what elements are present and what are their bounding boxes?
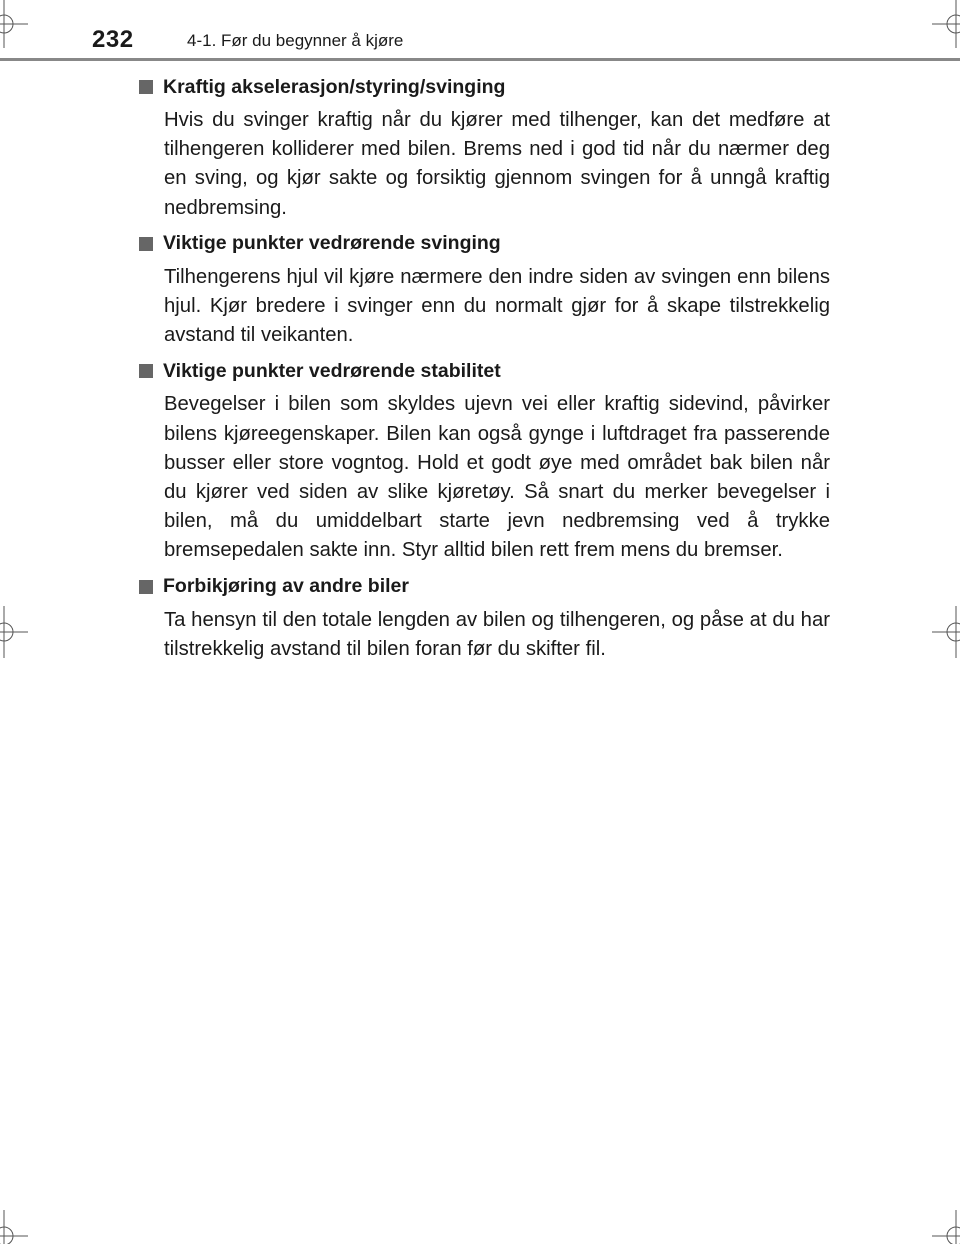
section-forbikjoring xyxy=(138,572,830,664)
square-bullet-icon xyxy=(139,237,153,251)
square-bullet-icon xyxy=(139,580,153,594)
section-body: Ta hensyn til den totale lengden av bilen og tilhengeren, og påse at du har tilstrekkelig avstand til bilen foran før du skifter fil. xyxy=(164,608,830,660)
section-svinging xyxy=(138,229,830,351)
section-heading xyxy=(138,229,830,259)
section-heading-text: Kraftig akselerasjon/styring/svinging xyxy=(163,75,506,98)
section-heading-text: Forbikjøring av andre biler xyxy=(163,575,409,598)
section-heading-text: Viktige punkter vedrørende stabilitet xyxy=(163,359,501,382)
page-header xyxy=(0,0,960,64)
section-kraftig-akselerasjon xyxy=(138,72,830,223)
crop-mark-bottom-left xyxy=(0,1210,28,1244)
section-body: Hvis du svinger kraftig når du kjører med tilhenger, kan det medføre at tilhengeren kolliderer med bilen. Brems ned i god tid når du nærmer deg en sving, og kjør sakte og forsiktig gjennom svingen for å unngå kraftig nedbremsing. xyxy=(164,109,830,219)
header-divider xyxy=(0,58,960,61)
section-body: Tilhengerens hjul vil kjøre nærmere den indre siden av svingen enn bilens hjul. Kjør bredere i svinger enn du normalt gjør for å skape tilstrekkelig avstand til veikanten. xyxy=(164,265,830,347)
section-body: Bevegelser i bilen som skyldes ujevn vei eller kraftig sidevind, påvirker bilens kjøreegenskaper. Bilen kan også gynge i luftdraget fra passerende busser eller store vogntog. Hold et godt øye med området bak bilen når du kjører ved siden av slike kjøretøy. Så snart du merker bevegelser i bilen, må du umiddelbart starte jevn nedbremsing ved å trykke bremsepedalen sakte inn. Styr alltid bilen rett frem mens du bremser. xyxy=(164,393,830,562)
crop-mark-middle-right xyxy=(932,606,960,658)
chapter-title: 4-1. Før du begynner å kjøre xyxy=(187,31,404,50)
crop-mark-bottom-right xyxy=(932,1210,960,1244)
section-heading-text: Viktige punkter vedrørende svinging xyxy=(163,232,501,255)
crop-mark-middle-left xyxy=(0,606,28,658)
square-bullet-icon xyxy=(139,80,153,94)
page-content xyxy=(138,72,830,670)
square-bullet-icon xyxy=(139,364,153,378)
section-heading xyxy=(138,356,830,386)
section-stabilitet xyxy=(138,356,830,565)
section-heading xyxy=(138,572,830,602)
page-number: 232 xyxy=(92,26,134,53)
section-heading xyxy=(138,72,830,102)
